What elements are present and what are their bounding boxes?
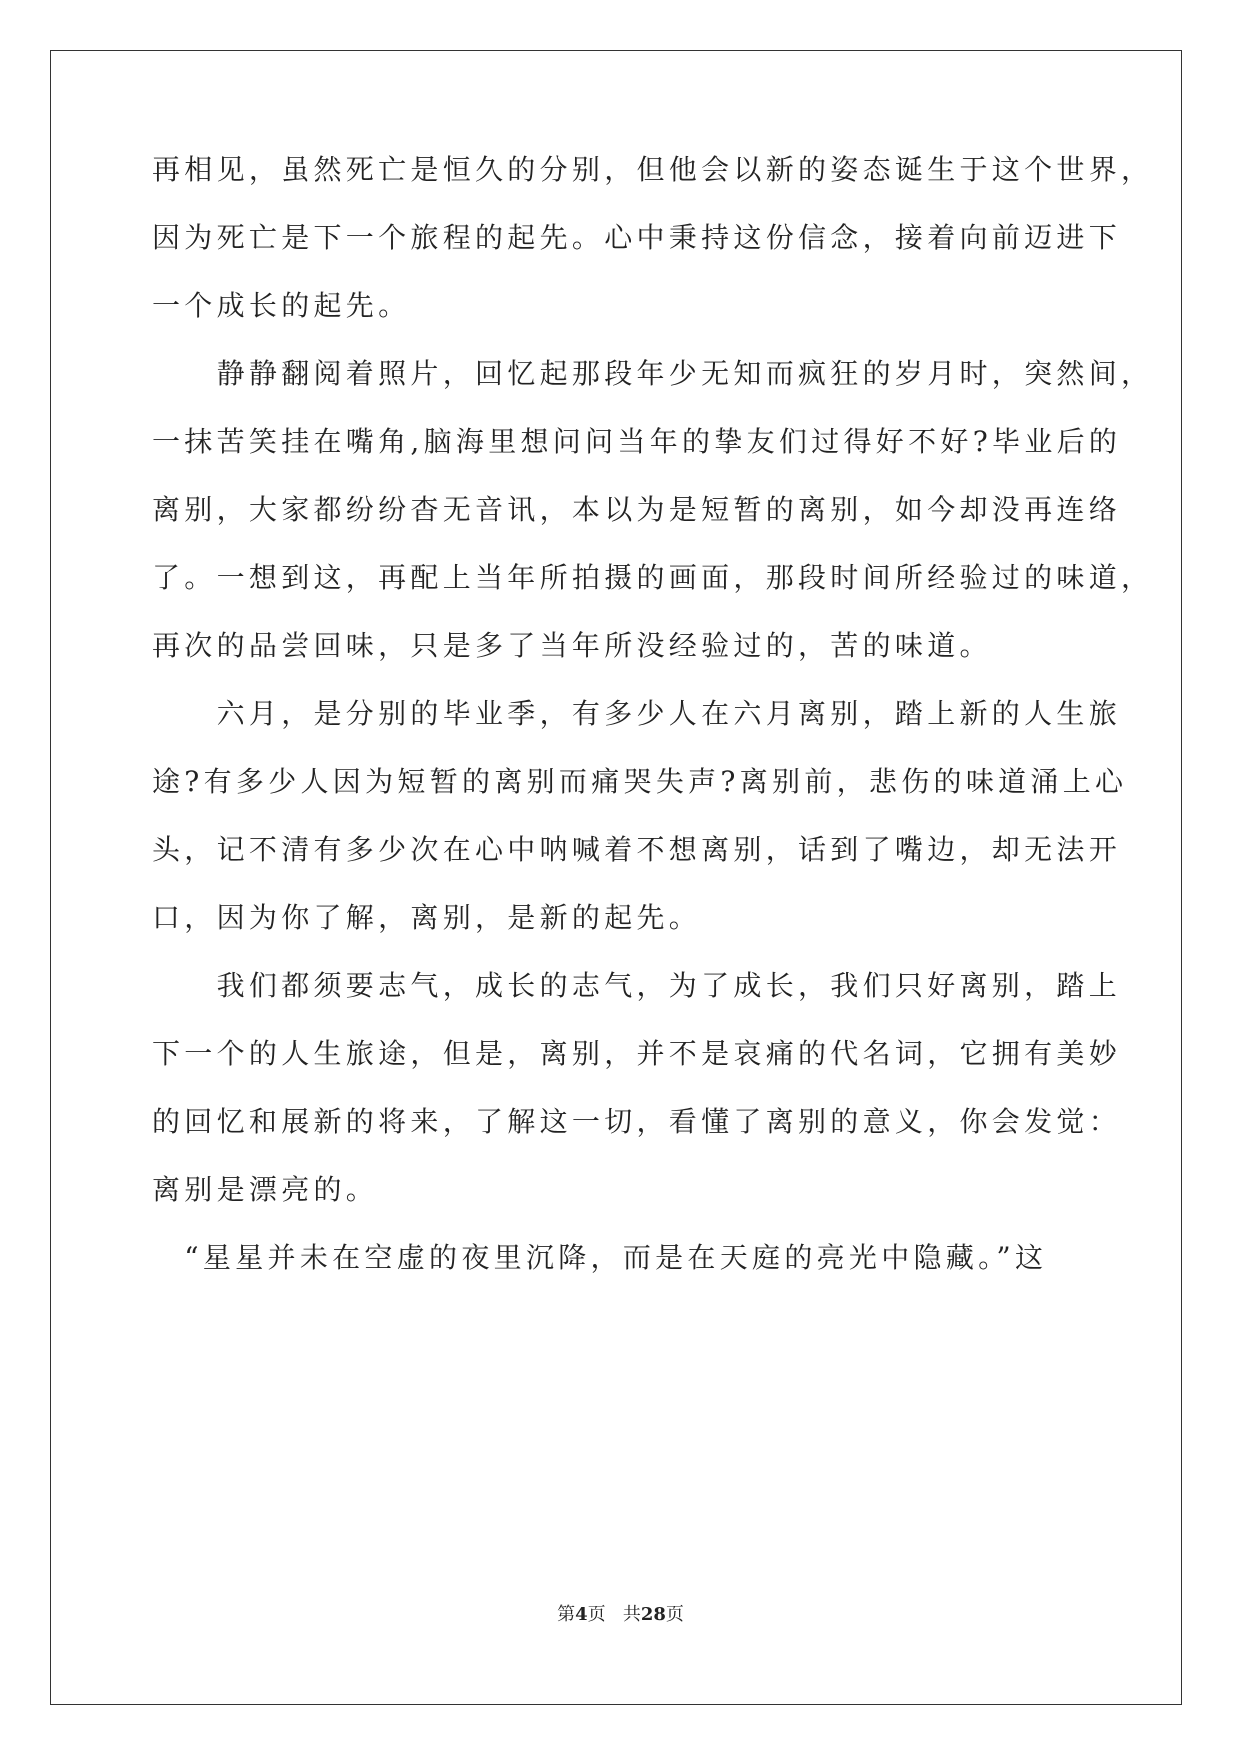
text-line-9: 六月，是分别的毕业季，有多少人在六月离别，踏上新的人生旅: [152, 697, 1122, 730]
text-line-4: 静静翻阅着照片，回忆起那段年少无知而疯狂的岁月时，突然间，: [152, 357, 1154, 390]
text-line-14: 下一个的人生旅途，但是，离别，并不是哀痛的代名词，它拥有美妙: [152, 1037, 1122, 1070]
current-page-number: 4: [575, 1604, 588, 1625]
text-line-10: 途?有多少人因为短暂的离别而痛哭失声?离别前，悲伤的味道涌上心: [152, 765, 1128, 798]
text-line-15: 的回忆和展新的将来，了解这一切，看懂了离别的意义，你会发觉：: [152, 1105, 1122, 1138]
footer-total-prefix: 共: [622, 1604, 641, 1625]
footer-total-suffix: 页: [665, 1604, 684, 1625]
text-line-5: 一抹苦笑挂在嘴角,脑海里想问问当年的挚友们过得好不好?毕业后的: [152, 425, 1122, 458]
text-line-17: “星星并未在空虚的夜里沉降，而是在天庭的亮光中隐藏。”这: [152, 1241, 1048, 1274]
page-footer: [0, 1600, 1241, 1626]
footer-page-word: 页: [587, 1604, 606, 1625]
text-line-7: 了。一想到这，再配上当年所拍摄的画面，那段时间所经验过的味道，: [152, 561, 1154, 594]
text-line-16: 离别是漂亮的。: [152, 1173, 379, 1206]
text-line-1: 再相见，虽然死亡是恒久的分别，但他会以新的姿态诞生于这个世界，: [152, 153, 1154, 186]
text-line-6: 离别，大家都纷纷杳无音讯，本以为是短暂的离别，如今却没再连络: [152, 493, 1122, 526]
total-pages-number: 28: [640, 1604, 666, 1625]
text-line-3: 一个成长的起先。: [152, 289, 411, 322]
text-line-2: 因为死亡是下一个旅程的起先。心中秉持这份信念，接着向前迈进下: [152, 221, 1122, 254]
text-line-8: 再次的品尝回味，只是多了当年所没经验过的，苦的味道。: [152, 629, 992, 662]
text-line-11: 头，记不清有多少次在心中呐喊着不想离别，话到了嘴边，却无法开: [152, 833, 1122, 866]
text-line-13: 我们都须要志气，成长的志气，为了成长，我们只好离别，踏上: [152, 969, 1122, 1002]
footer-prefix: 第: [557, 1604, 576, 1625]
text-line-12: 口，因为你了解，离别，是新的起先。: [152, 901, 702, 934]
